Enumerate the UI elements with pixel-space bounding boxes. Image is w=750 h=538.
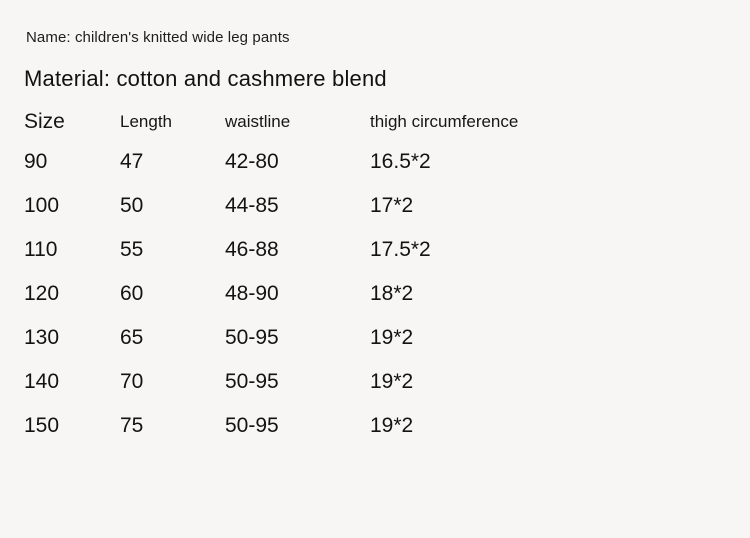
cell-size: 130 bbox=[24, 326, 60, 349]
cell-thigh-circumference: 16.5*2 bbox=[370, 150, 431, 173]
cell-waistline: 42-80 bbox=[225, 150, 279, 173]
table-row bbox=[24, 316, 584, 360]
cell-thigh-circumference: 19*2 bbox=[370, 414, 414, 437]
cell-waistline: 50-95 bbox=[225, 326, 279, 349]
cell-waistline: 50-95 bbox=[225, 370, 279, 393]
cell-length: 50 bbox=[120, 194, 144, 217]
cell-size: 140 bbox=[24, 370, 60, 393]
cell-thigh-circumference: 18*2 bbox=[370, 282, 414, 305]
product-material-line: Material: cotton and cashmere blend bbox=[24, 66, 387, 91]
cell-size: 100 bbox=[24, 194, 60, 217]
column-header-waistline: waistline bbox=[225, 112, 291, 131]
table-row bbox=[24, 272, 584, 316]
column-header-size: Size bbox=[24, 110, 65, 133]
cell-size: 120 bbox=[24, 282, 60, 305]
size-chart-table bbox=[24, 108, 584, 448]
cell-thigh-circumference: 19*2 bbox=[370, 326, 414, 349]
cell-waistline: 44-85 bbox=[225, 194, 279, 217]
table-row bbox=[24, 184, 584, 228]
cell-length: 60 bbox=[120, 282, 144, 305]
cell-thigh-circumference: 17.5*2 bbox=[370, 238, 431, 261]
table-header-row bbox=[24, 108, 584, 140]
cell-waistline: 50-95 bbox=[225, 414, 279, 437]
cell-waistline: 48-90 bbox=[225, 282, 279, 305]
cell-length: 47 bbox=[120, 150, 144, 173]
table-row bbox=[24, 228, 584, 272]
cell-size: 90 bbox=[24, 150, 48, 173]
cell-size: 150 bbox=[24, 414, 60, 437]
column-header-length: Length bbox=[120, 112, 172, 131]
cell-thigh-circumference: 19*2 bbox=[370, 370, 414, 393]
cell-waistline: 46-88 bbox=[225, 238, 279, 261]
product-name-line: Name: children's knitted wide leg pants bbox=[26, 29, 290, 46]
cell-thigh-circumference: 17*2 bbox=[370, 194, 414, 217]
cell-length: 65 bbox=[120, 326, 144, 349]
table-row bbox=[24, 360, 584, 404]
cell-length: 55 bbox=[120, 238, 144, 261]
table-row bbox=[24, 404, 584, 448]
cell-length: 70 bbox=[120, 370, 144, 393]
table-row bbox=[24, 140, 584, 184]
cell-size: 110 bbox=[24, 238, 58, 261]
cell-length: 75 bbox=[120, 414, 144, 437]
column-header-thigh-circumference: thigh circumference bbox=[370, 112, 519, 131]
